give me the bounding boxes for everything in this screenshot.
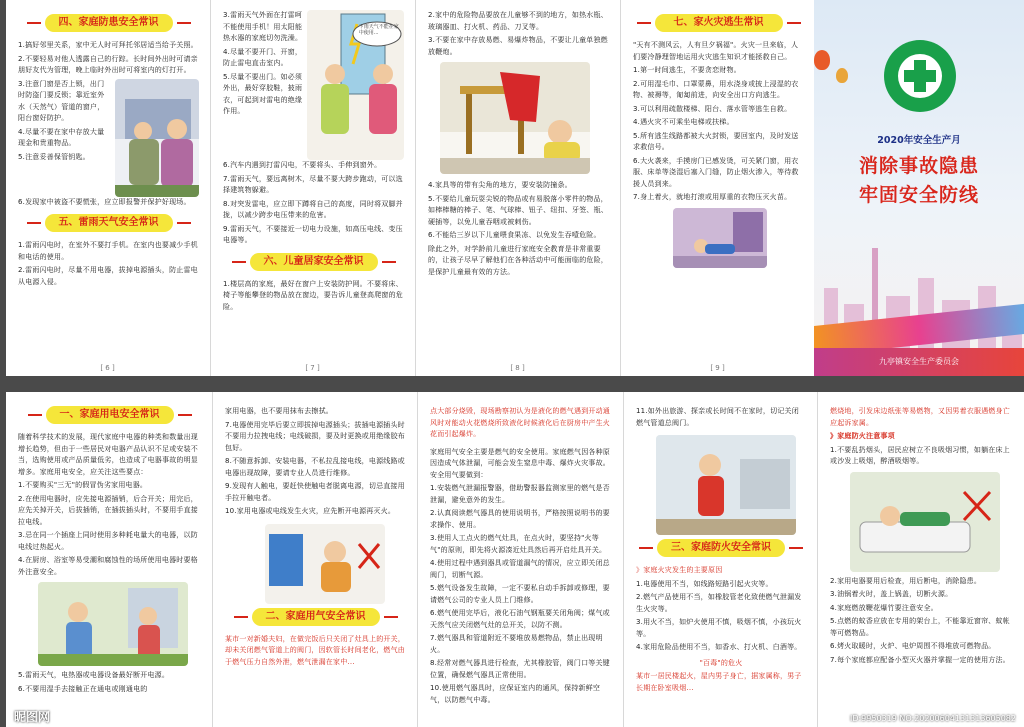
- paragraph: 3.注意门窗是否上锁，出门时防盗门要反锁；靠近室外水（天然气）管道的窗户，阳台窗好防护。: [18, 79, 105, 122]
- section-header-electricity: 一、家庭用电安全常识: [46, 406, 174, 424]
- red-case-text: 点大部分烧毁，现场勘察初认为是液化的燃气遇到开动通风时对能动火花燃烧所致液化时候液化后在厨房中产生火花而引起爆炸。: [430, 407, 610, 438]
- section-header-thunderstorm: 五、雷雨天气安全常识: [45, 214, 173, 232]
- panel-fire-tips: [818, 392, 1024, 727]
- case-title: "百毒"的危火: [699, 658, 743, 667]
- paragraph: 1.电器使用不当，如线路短路引起火灾等。: [636, 579, 773, 588]
- paragraph: 2.可用湿毛巾、口罩蒙鼻，用水浇身或披上浸湿的衣物、被褥等，匍匐前进，向安全出口方向逃生。: [633, 79, 799, 99]
- paragraph: 9.发现有人触电，要赶快使触电者脱离电源，切忌直接用手拉开触电者。: [225, 482, 405, 502]
- paragraph: 5.点燃的蚊香应放在专用的架台上，不能靠近窗帘、蚊帐等可燃物品。: [830, 617, 1010, 637]
- red-case-text: 燃烧地，引发床边纸张等易燃物，又因男着衣服遇燃身亡应起诉家属。: [830, 407, 1010, 427]
- subheading-fire-causes: 》家庭火灾发生的主要原因: [636, 566, 723, 574]
- paragraph: 6.汽车内遇到打雷闪电，不要将头、手伸到窗外。: [223, 161, 382, 169]
- paragraph: 11.如外出旅游、探亲或长时间不在家时，切记关闭燃气管道总阀门。: [636, 407, 799, 427]
- page-number: [ 6 ]: [100, 364, 115, 372]
- cover-title-line2: 牢固安全防线: [858, 184, 979, 206]
- paragraph: 6.大火袭来，手摸房门已感发烫，可关紧门窗，用衣服、床单等浇湿后塞入门缝，防止烟火渗入，等待救援人员到来。: [633, 156, 799, 188]
- paragraph: 2.雷雨闪电时，尽量不用电器，拔掉电源插头，防止雷电从电源入侵。: [18, 266, 198, 286]
- paragraph: 6.燃气使用完毕后，液化石油气钢瓶要关闭角阀；煤气或天然气应关闭燃气灶的总开关，以防不测。: [430, 609, 610, 629]
- panel-fire-safety: [624, 392, 816, 727]
- lightning-phone-illustration: [307, 10, 404, 160]
- panel-home-electricity: [6, 392, 211, 727]
- panel-page-9: [621, 0, 814, 376]
- paragraph: 6.烤火取暖时，火炉、电炉周围不得堆放可燃物品。: [830, 642, 996, 650]
- paragraph: 10.使用燃气器具时，应保证室内的通风，保持新鲜空气，以防燃气中毒。: [430, 684, 601, 704]
- paragraph: 6.发现家中被盗不要慌张，应立即报警并保护好现场。: [18, 197, 191, 206]
- paragraph: 5.不要给儿童玩耍尖锐的物品或有易脱落小零件的物品，如棒棒糖的棒子、笔、气球棒、钮子、纽扣、牙签、瓶、硬插等，以免儿童吞咽或被刺伤。: [428, 194, 608, 226]
- page-number: [ 8 ]: [510, 364, 525, 372]
- paragraph: 2.在使用电器时，应先接电源插销，后合开关；用完后，应先关掉开关，后拔插销，在插拔插头时，不要用手直接拉电线。: [18, 494, 198, 526]
- paragraph: 7.燃气器具和管道附近不要堆放易燃物品，禁止出现明火。: [430, 634, 603, 654]
- child-fall-illustration: [440, 62, 590, 174]
- cover-footer: 九亭镇安全生产委员会: [814, 348, 1024, 376]
- red-case-text: 某市一居民楼起火，屋内男子身亡，据家属称，男子长期在卧室吸烟...: [636, 672, 802, 692]
- paragraph: 3.用火不当，如炉火使用不慎，吸烟不慎，小孩玩火等。: [636, 618, 802, 638]
- paragraph: 家用电器，也不要用抹布去擦拭。: [225, 407, 333, 415]
- paragraph: 3.忌在同一个插座上同时使用多种耗电量大的电器，以防电线过热起火。: [18, 531, 198, 551]
- paragraph: 4.使用过程中遇到器具或管道漏气的情况，应立即关闭总阀门，切断气源。: [430, 559, 610, 579]
- paragraph: 随着科学技术的发展，现代家庭中电器的种类和数量出现增长趋势，但由于一些居民对电器产品认识不足或安装不当，选购使用或产品质量低劣，也造成了电器事故的明显增多。家庭用电安全，应关注这些要点：: [18, 433, 198, 476]
- safety-cross-logo: [884, 40, 956, 112]
- paragraph: 5.燃气设备发生故障，一定不要私自动手拆卸或修理，要请燃气公司的专业人员上门维修。: [430, 584, 610, 604]
- paragraph: 2.认真阅读燃气器具的使用说明书，严格按照说明书的要求操作、使用。: [430, 509, 610, 529]
- watermark-logo: 昵图网: [14, 710, 51, 724]
- paragraph: 2.家用电器要用后检查，用后断电，消除隐患。: [830, 576, 982, 585]
- paragraph: 4.尽量不要开门、开窗，防止雷电直击室内。: [223, 47, 303, 67]
- paragraph: 3.雷雨天气外面在打雷呵不能使用手机！用太阳能热水器的家庭切勿洗澡。: [223, 11, 303, 42]
- section-header-fire-prevention: 三、家庭防火安全常识: [657, 539, 785, 557]
- paragraph: 5.注意妥善保管钥匙。: [18, 152, 90, 161]
- smoking-in-bed-illustration: [850, 472, 1000, 572]
- paragraph: 1.不要乱扔烟头，居民应树立不良吸烟习惯，如躺在床上或沙发上吸烟，醉酒吸烟等。: [830, 445, 1010, 465]
- thief-illustration: [115, 79, 199, 197]
- paragraph: 1.安装燃气泄漏报警器，借助警报器监测家里的燃气是否泄漏，避免意外的发生。: [430, 484, 610, 504]
- appliance-repair-illustration: [265, 524, 385, 604]
- paragraph: 3.油锅着火时，盖上锅盖，切断火源。: [830, 590, 953, 598]
- watermark-id: ID:9950319 NO:20200604131313605082: [849, 714, 1016, 723]
- cover-title-line1: 消除事故隐患: [858, 155, 979, 177]
- paragraph: 5.所有逃生线路都被大火封锁，要回室内，及时发送求救信号。: [633, 131, 799, 151]
- paragraph: 4.家用危险品使用不当，如香水、打火机、白酒等。: [636, 643, 802, 651]
- paragraph: 8.对突发雷电，应立即下蹲将自己的高度，同时将双脚并拢，以减少跨步电压带来的危害。: [223, 199, 403, 219]
- paragraph: 2.家中的危险物品要放在儿童够不到的地方，如热水瓶、玻璃器皿、打火机、药品、刀叉等。: [428, 11, 608, 31]
- paragraph: 7.每个家庭都应配备小型灭火器并掌握一定的使用方法。: [830, 655, 1010, 664]
- page-number: [ 9 ]: [710, 364, 725, 372]
- section-header-child-safety: 六、儿童居家安全常识: [250, 253, 378, 271]
- bottom-brochure-sheet: [6, 392, 1024, 727]
- panel-page-6: [6, 0, 209, 376]
- paragraph: 8.不随意拆卸、安装电器，不私拉乱接电线，电源线路或电器出现故障，要请专业人员进行维修。: [225, 457, 405, 477]
- cover-subtitle: 2020年安全生产月: [877, 135, 961, 146]
- paragraph: 家庭用气安全主要是燃气的安全使用。家庭燃气因各种原因造成气体泄漏，可能会发生窒息中毒、爆炸火灾事故。安全用气要做到：: [430, 447, 610, 479]
- paragraph: 1.楼层高的家庭，最好在窗户上安装防护网。不要将床、椅子等能攀登的物品放在窗边，要告诉儿童登高爬窗的危险。: [223, 279, 403, 311]
- subheading-fire-tips: 》家庭防火注意事项: [830, 432, 895, 440]
- paragraph: 4.家具等的带有尖角的地方，要安装防撞条。: [428, 181, 572, 189]
- paragraph: 4.家庭燃放鞭花爆竹要注意安全。: [830, 603, 938, 612]
- kitchen-gas-illustration: [656, 435, 796, 535]
- panel-home-gas: [213, 392, 416, 727]
- paragraph: 3.不要在家中存放易燃、易爆炸物品，不要让儿童单独燃放鞭炮。: [428, 36, 608, 56]
- paragraph: 5.雷雨天气，电热器或电器设备最好断开电源。: [18, 671, 170, 679]
- crawling-escape-illustration: [673, 208, 767, 268]
- paragraph: 3.可以利用疏散楼梯、阳台、落水管等逃生自救。: [633, 104, 792, 113]
- paragraph: 8.经常对燃气器具进行检查，尤其橡胶管，阀门口等关键位置，确保燃气器具正常使用。: [430, 659, 610, 679]
- section-header-home-security: 四、家庭防患安全常识: [45, 14, 173, 32]
- paragraph: 4.在厨房、浴室等易受潮和腐蚀性的场所使用电器时要格外注意安全。: [18, 556, 198, 576]
- speech-bubble: 下雨天气不能在家中使用...: [358, 24, 399, 36]
- page-number: [ 7 ]: [305, 364, 320, 372]
- paragraph: "天有不测风云，人有旦夕祸福"。火灾一旦来临，人们要冷静理智地运用火灾逃生知识才能拯救自己。: [633, 41, 799, 61]
- brochure-cover: [814, 0, 1024, 376]
- paragraph: 2.燃气产品使用不当，如橡胶管老化致使燃气泄漏发生火灾等。: [636, 593, 802, 613]
- section-header-gas: 二、家庭用气安全常识: [252, 608, 380, 626]
- hot-air-balloon: [814, 50, 830, 70]
- paragraph: 7.身上着火，就地打滚或用厚重的衣物压灭火苗。: [633, 193, 792, 201]
- paragraph: 6.不要用湿手去接触正在通电或刚通电的: [18, 684, 148, 693]
- paragraph: 9.雷雨天气，不要接近一切电力设施，如高压电线、变压电器等。: [223, 224, 403, 244]
- paragraph: 4.尽量不要在家中存放大量现金和贵重物品。: [18, 127, 105, 147]
- paragraph: 1.不要购买"三无"的假冒伪劣家用电器。: [18, 481, 148, 489]
- paragraph: 3.使用人工点火的燃气灶具，在点火时，要坚持"火等气"的原则，即先将火源凑近灶具然后再开启灶具开关。: [430, 534, 607, 554]
- paragraph: 1.第一时间逃生，不要贪恋财物。: [633, 66, 741, 74]
- paragraph: 4.遇火灾不可乘坐电梯或扶梯。: [633, 118, 734, 126]
- paragraph: 10.家用电器或电线发生火灾，应先断开电源再灭火。: [225, 507, 396, 515]
- paragraph: 7.电器使用完毕后要立即拔掉电源插头；拔插电源插头时不要用力拉拽电线；电线破损，要及时更换或用绝缘胶布包好。: [225, 420, 405, 452]
- hot-air-balloon: [836, 68, 848, 83]
- paragraph: 6.不能给三岁以下儿童喂食果冻、以免发生吞噎危险。: [428, 231, 601, 239]
- red-case-text: 某市一对新婚夫妇，在做完饭后只关闭了灶具上的开关，却未关闭燃气管道上的阀门，因软管长时间老化，燃气由于燃气压力自然外泄，燃气泄漏在家中...: [225, 634, 405, 666]
- paragraph: 1.雷雨闪电时，在室外不要打手机。在室内也要减少手机和电话的使用。: [18, 241, 198, 261]
- paragraph: 5.尽量不要出门。如必须外出，最好穿胶鞋，披雨衣，可起到对雷电的绝缘作用。: [223, 72, 303, 115]
- paragraph: 7.雷雨天气，要远离树木，尽量不要大跨步跑动，可以选择建筑物躲避。: [223, 174, 403, 194]
- paragraph: 2.不要轻易对他人透露自己的行踪。长时间外出时可请亲朋好友代为管理，晚上临时外出时可将室内的灯打开。: [18, 54, 198, 74]
- panel-page-8: [416, 0, 619, 376]
- paragraph: 1.搞好邻里关系，家中无人时可拜托邻居适当给予关照。: [18, 41, 198, 49]
- section-header-fire-escape: 七、家火灾逃生常识: [655, 14, 783, 32]
- panel-gas-tips: [418, 392, 622, 727]
- panel-page-7: [211, 0, 414, 376]
- paragraph: 除此之外，对学龄前儿童进行家庭安全教育是非常重要的，让孩子尽早了解他们在各种活动中可能面临的危险，是保护儿童最有效的方法。: [428, 244, 608, 276]
- electric-shock-illustration: [38, 582, 188, 666]
